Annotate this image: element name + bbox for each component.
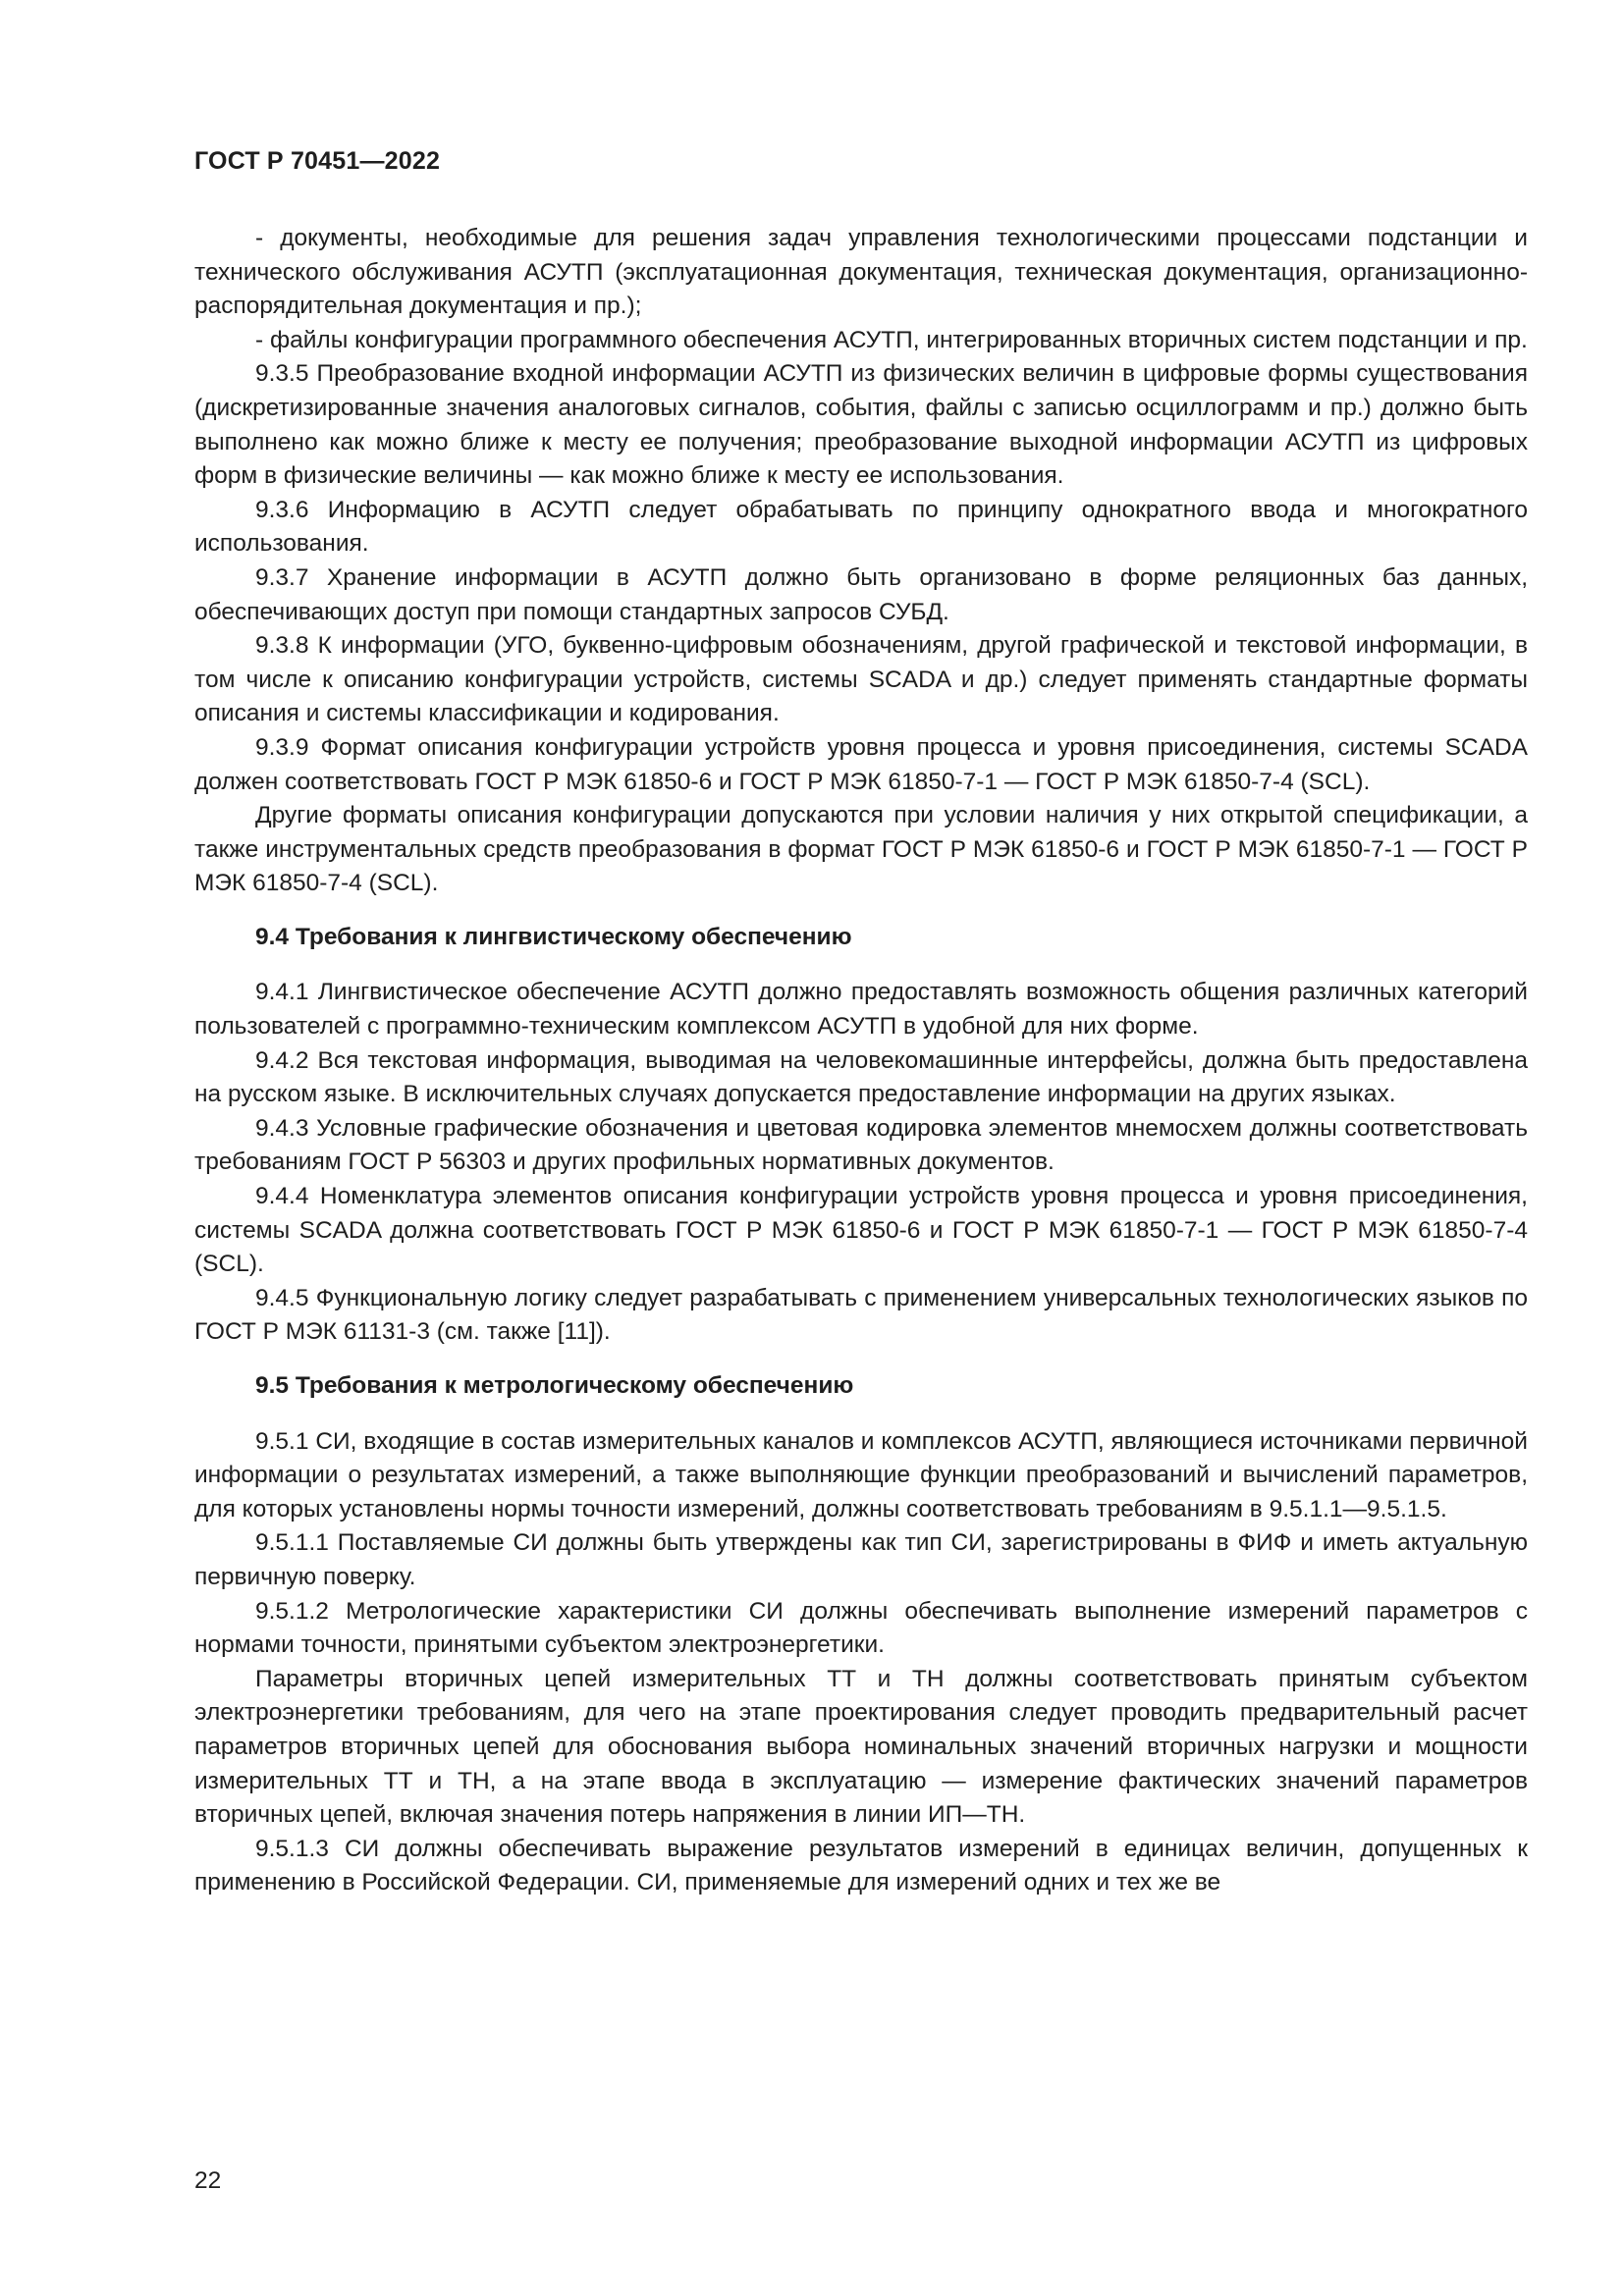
- paragraph: 9.3.9 Формат описания конфигурации устройств уровня процесса и уровня присоединения, системы SCADA должен соответствовать ГОСТ Р МЭК 61850-6 и ГОСТ Р МЭК 61850-7-1 — ГОСТ Р МЭК 61850-7-4 (SCL).: [194, 733, 1528, 795]
- paragraph: 9.5.1.3 СИ должны обеспечивать выражение результатов измерений в единицах величин, допущенных к применению в Российской Федерации. СИ, применяемые для измерений одних и тех же ве: [194, 1835, 1528, 1896]
- paragraph: - файлы конфигурации программного обеспечения АСУТП, интегрированных вторичных систем подстанции и пр.: [255, 326, 1528, 353]
- paragraph: 9.4.4 Номенклатура элементов описания конфигурации устройств уровня процесса и уровня присоединения, системы SCADA должна соответствовать ГОСТ Р МЭК 61850-6 и ГОСТ Р МЭК 61850-7-1 — ГОСТ Р МЭК 61850-7-4 (SCL).: [194, 1183, 1528, 1278]
- paragraph: 9.4.2 Вся текстовая информация, выводимая на человекомашинные интерфейсы, должна быть предоставлена на русском языке. В исключительных случаях допускается предоставление информации на других языках.: [194, 1046, 1528, 1108]
- paragraph: - документы, необходимые для решения задач управления технологическими процессами подстанции и технического обслуживания АСУТП (эксплуатационная документация, техническая документация, организационно-распорядительная документация и пр.);: [194, 225, 1528, 320]
- section-heading: 9.4 Требования к лингвистическому обеспечению: [255, 923, 852, 950]
- paragraph: 9.4.3 Условные графические обозначения и цветовая кодировка элементов мнемосхем должны соответствовать требованиям ГОСТ Р 56303 и других профильных нормативных документов.: [194, 1114, 1528, 1176]
- page-number: 22: [194, 2167, 222, 2194]
- paragraph: 9.5.1.2 Метрологические характеристики СИ должны обеспечивать выполнение измерений параметров с нормами точности, принятыми субъектом электроэнергетики.: [194, 1597, 1528, 1659]
- paragraph: 9.4.1 Лингвистическое обеспечение АСУТП должно предоставлять возможность общения различных категорий пользователей с программно-техническим комплексом АСУТП в удобной для них форме.: [194, 979, 1528, 1041]
- document-body: [194, 222, 1528, 1900]
- paragraph: 9.3.6 Информацию в АСУТП следует обрабатывать по принципу однократного ввода и многократного использования.: [194, 496, 1528, 558]
- document-header: ГОСТ Р 70451—2022: [194, 147, 441, 175]
- paragraph: 9.4.5 Функциональную логику следует разрабатывать с применением универсальных технологических языков по ГОСТ Р МЭК 61131-3 (см. также [11]).: [194, 1284, 1528, 1346]
- paragraph: Другие форматы описания конфигурации допускаются при условии наличия у них открытой спецификации, а также инструментальных средств преобразования в формат ГОСТ Р МЭК 61850-6 и ГОСТ Р МЭК 61850-7-1 — ГОСТ Р МЭК 61850-7-4 (SCL).: [194, 802, 1528, 897]
- paragraph: 9.5.1 СИ, входящие в состав измерительных каналов и комплексов АСУТП, являющиеся источниками первичной информации о результатах измерений, а также выполняющие функции преобразований и вычислений параметров, для которых установлены нормы точности измерений, должны соответствовать требованиям в 9.5.1.1—9.5.1.5.: [194, 1427, 1528, 1522]
- paragraph: 9.5.1.1 Поставляемые СИ должны быть утверждены как тип СИ, зарегистрированы в ФИФ и иметь актуальную первичную поверку.: [194, 1529, 1528, 1590]
- paragraph: 9.3.8 К информации (УГО, буквенно-цифровым обозначениям, другой графической и текстовой информации, в том числе к описанию конфигурации устройств, системы SCADA и др.) следует применять стандартные форматы описания и системы классификации и кодирования.: [194, 632, 1528, 727]
- paragraph: 9.3.5 Преобразование входной информации АСУТП из физических величин в цифровые формы существования (дискретизированные значения аналоговых сигналов, события, файлы с записью осциллограмм и пр.) должно быть выполнено как можно ближе к месту ее получения; преобразование выходной информации АСУТП из цифровых форм в физические величины — как можно ближе к месту ее использования.: [194, 360, 1528, 490]
- section-heading: 9.5 Требования к метрологическому обеспечению: [255, 1372, 854, 1399]
- paragraph: 9.3.7 Хранение информации в АСУТП должно быть организовано в форме реляционных баз данных, обеспечивающих доступ при помощи стандартных запросов СУБД.: [194, 563, 1528, 625]
- paragraph: Параметры вторичных цепей измерительных ТТ и ТН должны соответствовать принятым субъектом электроэнергетики требованиям, для чего на этапе проектирования следует проводить предварительный расчет параметров вторичных цепей для обоснования выбора номинальных значений вторичных нагрузки и мощности измерительных ТТ и ТН, а на этапе ввода в эксплуатацию — измерение фактических значений параметров вторичных цепей, включая значения потерь напряжения в линии ИП—ТН.: [194, 1665, 1528, 1829]
